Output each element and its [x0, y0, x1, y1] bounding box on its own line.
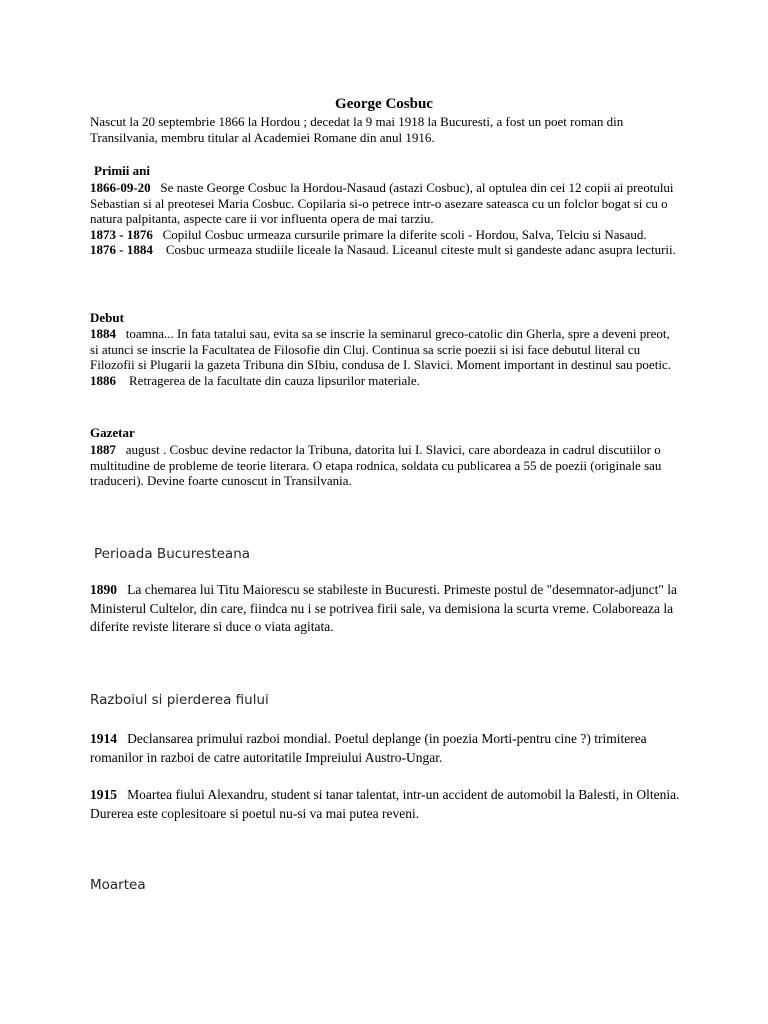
section-razboiul-1915 — [90, 786, 680, 823]
entry-text: La chemarea lui Titu Maiorescu se stabileste in Bucuresti. Primeste postul de "desemnator-adjunct" la Ministerul Cultelor, din care, fiindca nu i se potrivea firii sale, va demisiona la scurta vreme. Colaboreaza la diferite reviste literare si duce o viata agitata. — [90, 582, 677, 634]
timeline-entry — [90, 730, 680, 767]
timeline-entry — [90, 180, 680, 227]
entry-year: 1884 — [90, 326, 116, 341]
timeline-entry — [90, 581, 680, 637]
section-perioada-bucuresteana — [90, 581, 680, 637]
entry-year: 1890 — [90, 582, 117, 597]
timeline-entry — [90, 786, 680, 823]
timeline-entry — [90, 227, 680, 243]
section-razboiul-1914 — [90, 730, 680, 767]
entry-year: 1915 — [90, 787, 117, 802]
timeline-entry — [90, 442, 680, 489]
document-title: George Cosbuc — [335, 96, 433, 112]
section-heading-gazetar: Gazetar — [90, 425, 135, 440]
entry-text: Cosbuc urmeaza studiile liceale la Nasaud. Liceanul citeste mult si gandeste adanc asupra lecturii. — [165, 242, 676, 257]
entry-text: august . Cosbuc devine redactor la Tribuna, datorita lui I. Slavici, care abordeaza in cadrul discutiilor o multitudine de probleme de teorie literara. O etapa rodnica, soldata cu publicarea a 55 de poezii (originale sau traduceri). Devine foarte cunoscut in Transilvania. — [90, 442, 662, 488]
entry-year: 1887 — [90, 442, 116, 457]
entry-text: Copilul Cosbuc urmeaza cursurile primare la diferite scoli - Hordou, Salva, Telciu si Nasaud. — [162, 226, 647, 242]
timeline-entry — [90, 326, 680, 373]
section-primii-ani — [90, 180, 680, 258]
section-heading-primii-ani: Primii ani — [94, 163, 150, 178]
section-heading-razboiul: Razboiul si pierderea fiului — [90, 692, 269, 708]
entry-text: Declansarea primului razboi mondial. Poetul deplange (in poezia Morti-pentru cine ?) trimiterea romanilor in razboi de catre autoritatile Impreiului Austro-Ungar. — [90, 731, 647, 765]
entry-year: 1914 — [90, 731, 117, 746]
entry-text: Se naste George Cosbuc la Hordou-Nasaud (astazi Cosbuc), al optulea din cei 12 copii ai preotului Sebastian si al preotesei Maria Cosbuc. Copilaria si-o petrece intr-o asezare sateasca cu un folclor bogat si cu o natura palpitanta, aspecte care ii vor influenta opera de mai tarziu. — [90, 180, 674, 226]
entry-year: 1866-09-20 — [90, 180, 151, 195]
entry-text: toamna... In fata tatalui sau, evita sa se inscrie la seminarul greco-catolic din Gherla, spre a deveni preot, si atunci se inscrie la Facultatea de Filosofie din Cluj. Continua sa scrie poezii si isi face debutul literal cu Filozofii si Plugarii la gazeta Tribuna din SIbiu, condusa de I. Slavici. Moment important in destinul sau poetic. — [90, 326, 671, 372]
entry-text: Retragerea de la facultate din cauza lipsurilor materiale. — [129, 372, 420, 388]
section-heading-debut: Debut — [90, 310, 124, 325]
timeline-entry — [90, 242, 680, 258]
intro-paragraph: Nascut la 20 septembrie 1866 la Hordou ; decedat la 9 mai 1918 la Bucuresti, a fost un poet roman din Transilvania, membru titular al Academiei Romane din anul 1916. — [90, 114, 624, 145]
section-gazetar — [90, 442, 680, 489]
section-debut — [90, 326, 680, 388]
entry-year: 1886 — [90, 372, 116, 388]
section-heading-perioada-bucuresteana: Perioada Bucuresteana — [94, 546, 251, 562]
section-heading-moartea: Moartea — [90, 877, 146, 893]
entry-year: 1873 - 1876 — [90, 226, 153, 242]
entry-text: Moartea fiului Alexandru, student si tanar talentat, intr-un accident de automobil la Balesti, in Oltenia. Durerea este coplesitoare si poetul nu-si va mai putea reveni. — [90, 787, 680, 821]
entry-year: 1876 - 1884 — [90, 242, 153, 257]
timeline-entry — [90, 373, 680, 389]
